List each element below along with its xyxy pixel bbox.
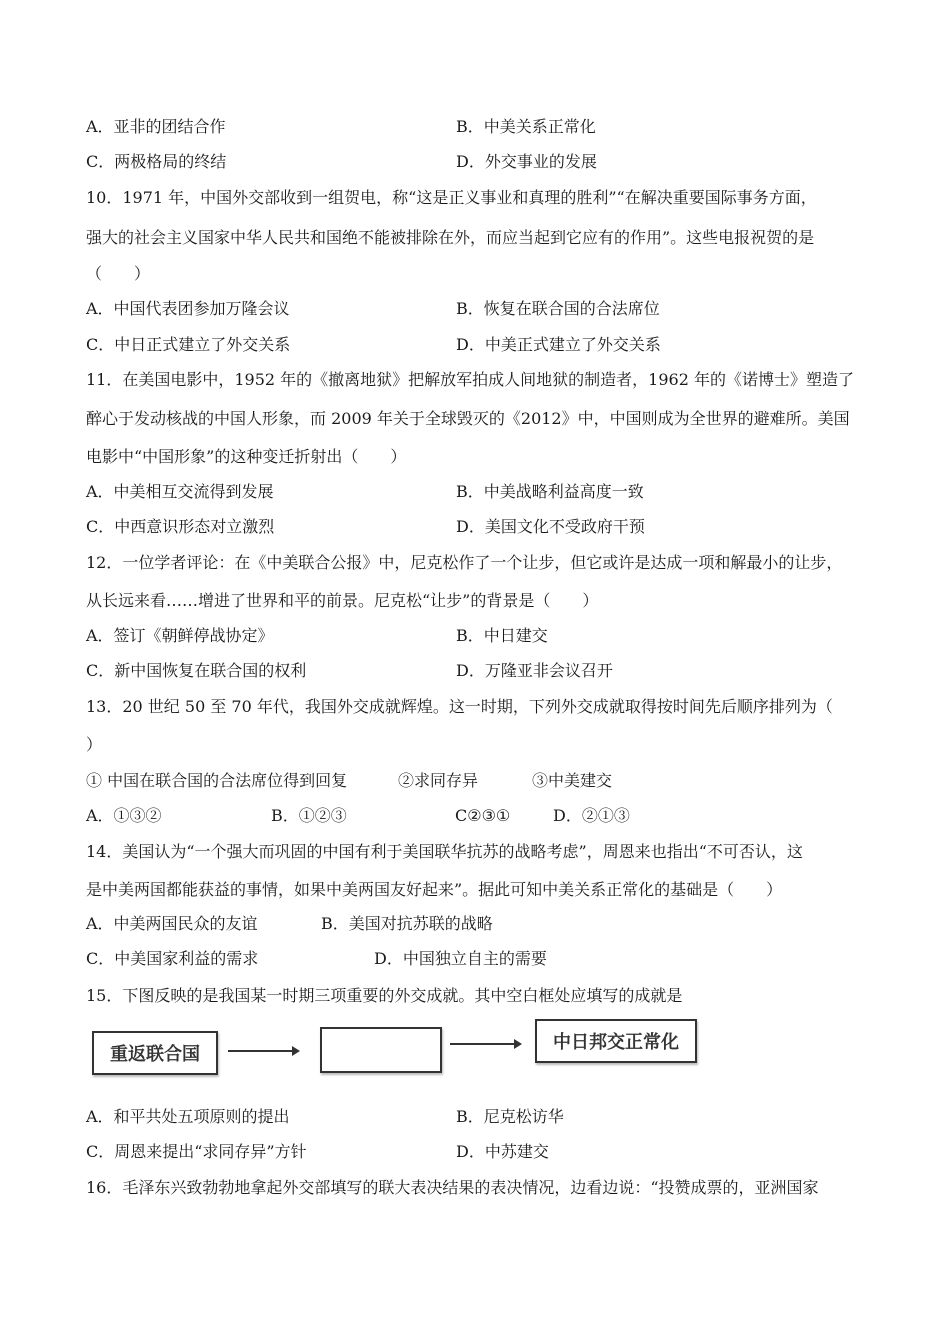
q15-option-b: B．尼克松访华 — [456, 1107, 564, 1126]
q15-option-c: C．周恩来提出“求同存异”方针 — [86, 1142, 307, 1161]
q10-option-b: B．恢复在联合国的合法席位 — [456, 299, 660, 318]
q9-option-d: D．外交事业的发展 — [456, 152, 597, 171]
q13-stem-line1: 13．20 世纪 50 至 70 年代，我国外交成就辉煌。这一时期，下列外交成就取得按时间先后顺序排列为（ — [86, 697, 833, 716]
q13-option-d: D．②①③ — [553, 806, 630, 825]
q14-option-c: C．中美国家利益的需求 — [86, 949, 259, 968]
q13-item-1: ① 中国在联合国的合法席位得到回复 — [86, 771, 348, 790]
q14-stem-line2: 是中美两国都能获益的事情，如果中美两国友好起来”。据此可知中美关系正常化的基础是（ ） — [86, 880, 783, 899]
flow-arrow-2 — [450, 1043, 520, 1045]
q14-option-d: D．中国独立自主的需要 — [374, 949, 547, 968]
q14-stem-line1: 14．美国认为“一个强大而巩固的中国有利于美国联华抗苏的战略考虑”，周恩来也指出“不可否认，这 — [86, 842, 803, 861]
flow-box-sino-japan-normalization: 中日邦交正常化 — [535, 1019, 697, 1063]
q13-stem-line2: ） — [86, 735, 103, 754]
q10-option-a: A．中国代表团参加万隆会议 — [86, 299, 290, 318]
q12-stem-line2: 从长远来看……增进了世界和平的前景。尼克松“让步”的背景是（ ） — [86, 591, 599, 610]
q10-option-d: D．中美正式建立了外交关系 — [456, 335, 661, 354]
q12-option-c: C．新中国恢复在联合国的权利 — [86, 661, 307, 680]
q12-option-d: D．万隆亚非会议召开 — [456, 661, 613, 680]
flow-arrow-1 — [228, 1050, 298, 1052]
q9-option-a: A．亚非的团结合作 — [86, 117, 226, 136]
q11-option-a: A．中美相互交流得到发展 — [86, 482, 274, 501]
q10-option-c: C．中日正式建立了外交关系 — [86, 335, 291, 354]
q13-option-c: C②③① — [455, 806, 511, 825]
q13-item-2: ②求同存异 — [398, 771, 479, 790]
q9-option-b: B．中美关系正常化 — [456, 117, 596, 136]
q10-stem-line1: 10．1971 年，中国外交部收到一组贺电，称“这是正义事业和真理的胜利”“在解决重要国际事务方面， — [86, 188, 817, 207]
q12-option-b: B．中日建交 — [456, 626, 548, 645]
q9-option-c: C．两极格局的终结 — [86, 152, 227, 171]
q10-stem-line2: 强大的社会主义国家中华人民共和国绝不能被排除在外，而应当起到它应有的作用”。这些电报祝贺的是 — [86, 228, 815, 247]
q11-stem-line3: 电影中“中国形象”的这种变迁折射出（ ） — [86, 447, 407, 466]
q11-stem-line2: 醉心于发动核战的中国人形象，而 2009 年关于全球毁灭的《2012》中，中国则成为全世界的避难所。美国 — [86, 409, 850, 428]
q15-flow-diagram — [88, 1015, 698, 1079]
q13-option-b: B．①②③ — [271, 806, 347, 825]
q14-option-b: B．美国对抗苏联的战略 — [321, 914, 493, 933]
q16-stem-line1: 16．毛泽东兴致勃勃地拿起外交部填写的联大表决结果的表决情况，边看边说：“投赞成票的，亚洲国家 — [86, 1178, 819, 1197]
flow-box-blank — [320, 1027, 442, 1073]
q15-stem-line1: 15．下图反映的是我国某一时期三项重要的外交成就。其中空白框处应填写的成就是 — [86, 986, 683, 1005]
q15-option-d: D．中苏建交 — [456, 1142, 549, 1161]
q12-stem-line1: 12．一位学者评论：在《中美联合公报》中，尼克松作了一个让步，但它或许是达成一项和解最小的让步， — [86, 553, 843, 572]
q15-option-a: A．和平共处五项原则的提出 — [86, 1107, 290, 1126]
q11-stem-line1: 11．在美国电影中，1952 年的《撤离地狱》把解放军拍成人间地狱的制造者，1962 年的《诺博士》塑造了 — [86, 370, 854, 389]
q13-item-3: ③中美建交 — [532, 771, 613, 790]
q12-option-a: A．签订《朝鲜停战协定》 — [86, 626, 274, 645]
q13-option-a: A．①③② — [86, 806, 162, 825]
q14-option-a: A．中美两国民众的友谊 — [86, 914, 258, 933]
q11-option-b: B．中美战略利益高度一致 — [456, 482, 644, 501]
flow-box-rejoin-un: 重返联合国 — [92, 1031, 218, 1075]
q10-stem-line3: （ ） — [86, 264, 151, 283]
q11-option-c: C．中西意识形态对立激烈 — [86, 517, 275, 536]
q11-option-d: D．美国文化不受政府干预 — [456, 517, 645, 536]
